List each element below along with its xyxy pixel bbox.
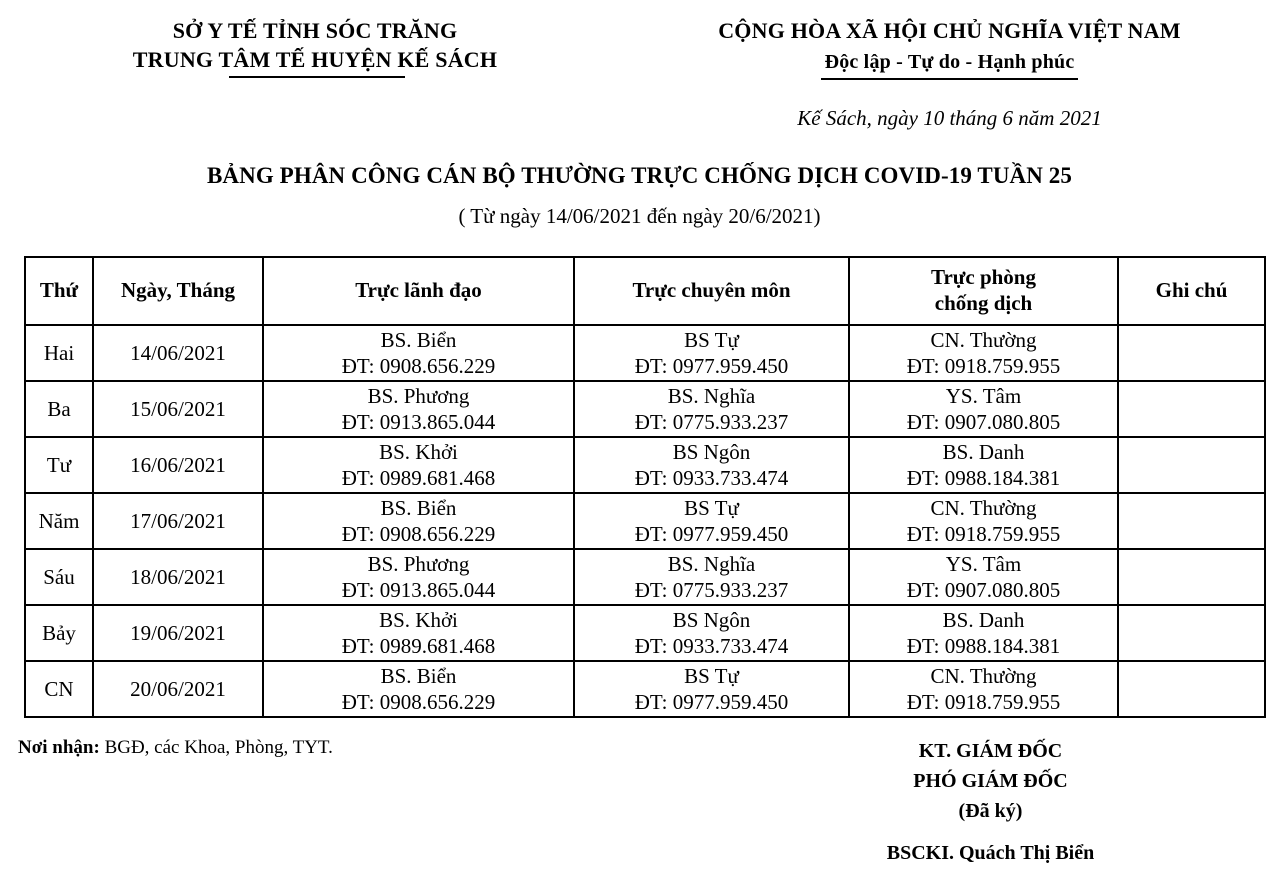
- roster-table-wrapper: [0, 256, 1279, 718]
- date-value: 14/06/2021: [130, 340, 226, 365]
- leader-phone: ĐT: 0908.656.229: [341, 353, 496, 378]
- recipients-value: BGĐ, các Khoa, Phòng, TYT.: [104, 736, 333, 758]
- cell-notes: [1118, 605, 1265, 661]
- specialist-phone: ĐT: 0977.959.450: [634, 521, 789, 546]
- cell-notes: [1118, 661, 1265, 717]
- column-header-epidemic-room-duty-label-line2: chống dịch: [934, 290, 1033, 315]
- leader-name: BS. Phương: [367, 383, 470, 408]
- cell-weekday: [25, 325, 93, 381]
- cell-epidemic-room-duty: [849, 493, 1118, 549]
- leader-phone: ĐT: 0908.656.229: [341, 521, 496, 546]
- cell-specialist-duty: [574, 549, 849, 605]
- cell-leader-duty: [263, 381, 574, 437]
- footer-left-block: [18, 736, 718, 761]
- header-left-block: [0, 16, 620, 74]
- column-header-notes-label: Ghi chú: [1155, 278, 1228, 303]
- column-header-leader-duty-label: Trực lãnh đạo: [355, 278, 482, 303]
- date-value: 20/06/2021: [130, 676, 226, 701]
- signature-block: [718, 736, 1263, 868]
- epidemic-room-phone: ĐT: 0918.759.955: [906, 689, 1061, 714]
- weekday-value: Năm: [38, 508, 80, 533]
- cell-leader-duty: [263, 549, 574, 605]
- date-value: 17/06/2021: [130, 508, 226, 533]
- weekday-value: Ba: [47, 396, 71, 421]
- specialist-name: BS. Nghĩa: [667, 383, 756, 408]
- weekday-value: CN: [44, 676, 74, 701]
- cell-date: [93, 661, 263, 717]
- specialist-name: BS Tự: [684, 663, 739, 688]
- leader-phone: ĐT: 0913.865.044: [341, 577, 496, 602]
- duty-roster-table: [24, 256, 1266, 718]
- leader-name: BS. Phương: [367, 551, 470, 576]
- cell-notes: [1118, 549, 1265, 605]
- leader-phone: ĐT: 0908.656.229: [341, 689, 496, 714]
- national-motto-underline: [821, 78, 1079, 80]
- table-row: [25, 437, 1265, 493]
- leader-name: BS. Biển: [380, 663, 457, 688]
- org-unit-name: TRUNG TÂM TẾ HUYỆN KẾ SÁCH: [132, 47, 498, 73]
- epidemic-room-name: YS. Tâm: [945, 551, 1022, 576]
- epidemic-room-phone: ĐT: 0918.759.955: [906, 353, 1061, 378]
- place-and-date: Kế Sách, ngày 10 tháng 6 năm 2021: [797, 106, 1102, 131]
- cell-specialist-duty: [574, 605, 849, 661]
- epidemic-room-name: CN. Thường: [930, 663, 1037, 688]
- table-row: [25, 549, 1265, 605]
- cell-specialist-duty: [574, 325, 849, 381]
- table-row: [25, 661, 1265, 717]
- column-header-weekday: [25, 257, 93, 325]
- org-parent-name: SỞ Y TẾ TỈNH SÓC TRĂNG: [172, 18, 458, 43]
- cell-date: [93, 605, 263, 661]
- cell-notes: [1118, 437, 1265, 493]
- column-header-weekday-label: Thứ: [39, 278, 79, 303]
- epidemic-room-name: CN. Thường: [930, 327, 1037, 352]
- national-heading: CỘNG HÒA XÃ HỘI CHỦ NGHĨA VIỆT NAM: [718, 18, 1181, 43]
- specialist-name: BS Ngôn: [672, 439, 751, 464]
- table-header: [25, 257, 1265, 325]
- cell-notes: [1118, 381, 1265, 437]
- epidemic-room-phone: ĐT: 0918.759.955: [906, 521, 1061, 546]
- cell-date: [93, 549, 263, 605]
- specialist-phone: ĐT: 0933.733.474: [634, 633, 789, 658]
- epidemic-room-name: BS. Danh: [942, 439, 1025, 464]
- leader-phone: ĐT: 0989.681.468: [341, 465, 496, 490]
- specialist-name: BS Tự: [684, 495, 739, 520]
- cell-specialist-duty: [574, 493, 849, 549]
- signer-name: BSCKI. Quách Thị Biển: [886, 841, 1095, 864]
- specialist-phone: ĐT: 0933.733.474: [634, 465, 789, 490]
- header-right-block: [620, 16, 1279, 133]
- signature-title-line1: KT. GIÁM ĐỐC: [918, 739, 1063, 762]
- national-motto-wrapper: [825, 49, 1075, 75]
- epidemic-room-name: BS. Danh: [942, 607, 1025, 632]
- specialist-phone: ĐT: 0977.959.450: [634, 353, 789, 378]
- weekday-value: Hai: [43, 340, 75, 365]
- cell-weekday: [25, 549, 93, 605]
- epidemic-room-phone: ĐT: 0988.184.381: [906, 633, 1061, 658]
- weekday-value: Tư: [46, 452, 72, 477]
- cell-specialist-duty: [574, 661, 849, 717]
- column-header-notes: [1118, 257, 1265, 325]
- signature-title-line2: PHÓ GIÁM ĐỐC: [913, 769, 1068, 792]
- specialist-name: BS Ngôn: [672, 607, 751, 632]
- column-header-epidemic-room-duty: [849, 257, 1118, 325]
- epidemic-room-phone: ĐT: 0907.080.805: [906, 577, 1061, 602]
- epidemic-room-name: CN. Thường: [930, 495, 1037, 520]
- recipients-label: Nơi nhận:: [18, 736, 100, 758]
- cell-epidemic-room-duty: [849, 661, 1118, 717]
- cell-date: [93, 325, 263, 381]
- cell-weekday: [25, 493, 93, 549]
- cell-leader-duty: [263, 605, 574, 661]
- cell-leader-duty: [263, 493, 574, 549]
- column-header-leader-duty: [263, 257, 574, 325]
- document-title: BẢNG PHÂN CÔNG CÁN BỘ THƯỜNG TRỰC CHỐNG DỊCH COVID-19 TUẦN 25: [206, 162, 1073, 188]
- cell-epidemic-room-duty: [849, 437, 1118, 493]
- epidemic-room-phone: ĐT: 0988.184.381: [906, 465, 1061, 490]
- column-header-epidemic-room-duty-label-line1: Trực phòng: [931, 265, 1036, 290]
- cell-epidemic-room-duty: [849, 381, 1118, 437]
- cell-weekday: [25, 437, 93, 493]
- org-unit-name-wrapper: [133, 45, 497, 74]
- cell-epidemic-room-duty: [849, 605, 1118, 661]
- specialist-phone: ĐT: 0775.933.237: [634, 409, 789, 434]
- specialist-name: BS Tự: [684, 327, 739, 352]
- document-footer: [0, 736, 1279, 868]
- cell-leader-duty: [263, 661, 574, 717]
- column-header-date: [93, 257, 263, 325]
- leader-name: BS. Biển: [380, 495, 457, 520]
- weekday-value: Sáu: [43, 564, 75, 589]
- document-subtitle: ( Từ ngày 14/06/2021 đến ngày 20/6/2021): [458, 203, 821, 228]
- table-row: [25, 325, 1265, 381]
- cell-leader-duty: [263, 325, 574, 381]
- recipients-line: [18, 736, 718, 761]
- epidemic-room-phone: ĐT: 0907.080.805: [906, 409, 1061, 434]
- cell-date: [93, 381, 263, 437]
- leader-name: BS. Biển: [380, 327, 457, 352]
- cell-weekday: [25, 605, 93, 661]
- leader-phone: ĐT: 0913.865.044: [341, 409, 496, 434]
- specialist-phone: ĐT: 0775.933.237: [634, 577, 789, 602]
- table-row: [25, 381, 1265, 437]
- table-row: [25, 605, 1265, 661]
- cell-epidemic-room-duty: [849, 325, 1118, 381]
- title-block: [0, 161, 1279, 230]
- specialist-name: BS. Nghĩa: [667, 551, 756, 576]
- cell-date: [93, 437, 263, 493]
- cell-date: [93, 493, 263, 549]
- document-header: [0, 0, 1279, 133]
- table-header-row: [25, 257, 1265, 325]
- specialist-phone: ĐT: 0977.959.450: [634, 689, 789, 714]
- leader-name: BS. Khởi: [379, 607, 458, 632]
- cell-weekday: [25, 661, 93, 717]
- cell-specialist-duty: [574, 437, 849, 493]
- table-row: [25, 493, 1265, 549]
- epidemic-room-name: YS. Tâm: [945, 383, 1022, 408]
- cell-leader-duty: [263, 437, 574, 493]
- date-value: 19/06/2021: [130, 620, 226, 645]
- date-value: 18/06/2021: [130, 564, 226, 589]
- column-header-specialist-duty-label: Trực chuyên môn: [632, 278, 791, 303]
- leader-phone: ĐT: 0989.681.468: [341, 633, 496, 658]
- table-body: [25, 325, 1265, 717]
- weekday-value: Bảy: [42, 620, 76, 645]
- cell-weekday: [25, 381, 93, 437]
- cell-notes: [1118, 493, 1265, 549]
- column-header-specialist-duty: [574, 257, 849, 325]
- leader-name: BS. Khởi: [379, 439, 458, 464]
- cell-specialist-duty: [574, 381, 849, 437]
- signature-signed-note: (Đã ký): [958, 799, 1023, 822]
- column-header-date-label: Ngày, Tháng: [121, 278, 235, 303]
- cell-notes: [1118, 325, 1265, 381]
- cell-epidemic-room-duty: [849, 549, 1118, 605]
- org-unit-underline: [229, 76, 405, 78]
- date-value: 16/06/2021: [130, 452, 226, 477]
- national-motto: Độc lập - Tự do - Hạnh phúc: [824, 51, 1075, 74]
- date-value: 15/06/2021: [130, 396, 226, 421]
